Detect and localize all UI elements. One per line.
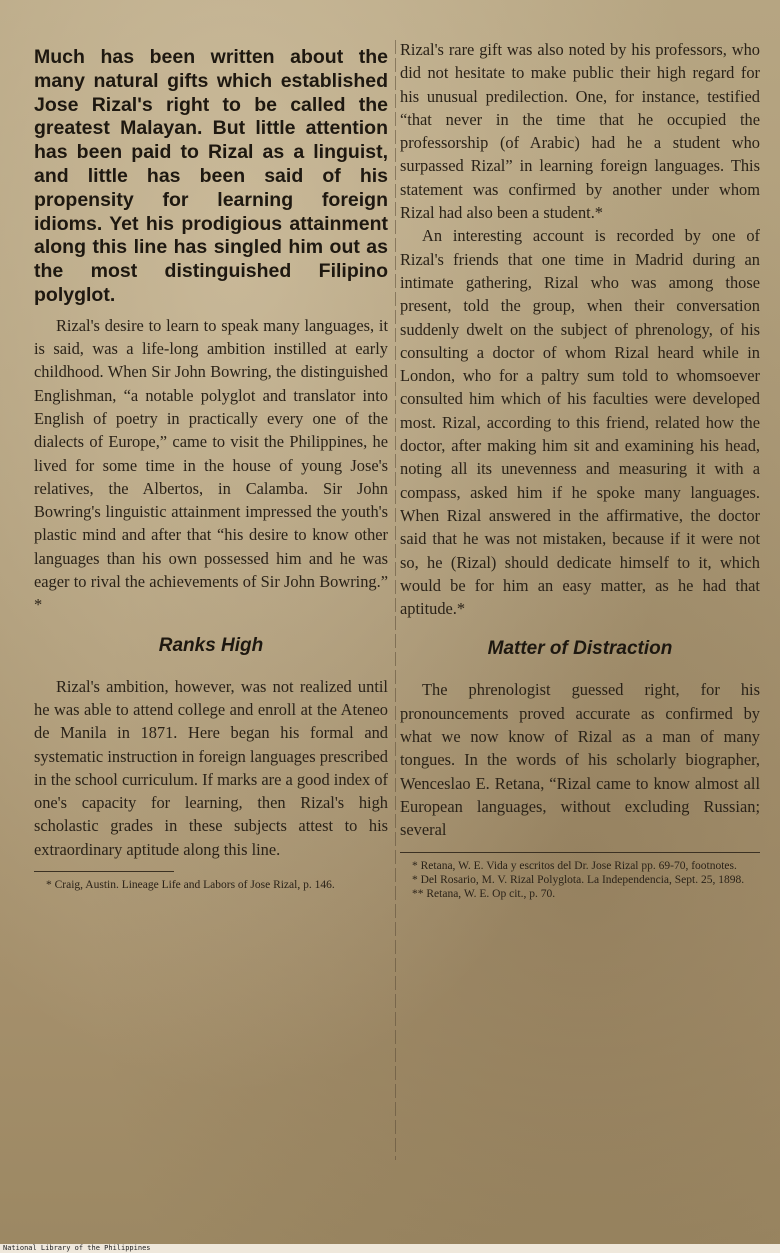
column-divider <box>395 40 396 1160</box>
left-column <box>34 46 388 892</box>
footnote: * Craig, Austin. Lineage Life and Labors of Jose Rizal, p. 146. <box>46 879 335 891</box>
body-paragraph: The phrenologist guessed right, for his pronouncements proved accurate as confirmed by what we now know of Rizal as a man of many tongues. In the words of his scholarly biographer, Wenceslao E. Retana, “Rizal came to know almost all European languages, without excluding Russian; several <box>400 680 760 840</box>
body-paragraph: Rizal's ambition, however, was not realized until he was able to attend college and enroll at the Ateneo de Manila in 1871. Here began his formal and systematic instruction in foreign languages prescribed in the school curriculum. If marks are a good index of one's capacity for learning, then Rizal's high scholastic grades in these subjects attest to his extraordinary aptitude along this line. <box>34 676 388 859</box>
body-paragraph: Rizal's rare gift was also noted by his professors, who did not hesitate to make public their high regard for his unusual predilection. One, for instance, testified “that never in the time that he occupied the professorship (of Arabic) had he a student who surpassed Rizal” in learning foreign languages. This statement was confirmed by another under whom Rizal had also been a student.* <box>400 40 760 223</box>
right-column <box>400 38 760 901</box>
section-heading-ranks-high: Ranks High <box>158 634 264 656</box>
footnote-rule <box>400 852 760 853</box>
footnote-rule <box>34 871 174 872</box>
archive-credit: National Library of the Philippines <box>0 1244 780 1253</box>
body-paragraph: An interesting account is recorded by one of Rizal's friends that one time in Madrid during an intimate gathering, Rizal who was among those present, told the group, when their conversation suddenly dwelt on the subject of phrenology, of his consulting a doctor of whom Rizal heard while in London, who for a paltry sum told to whomsoever consulted him which of his faculties were developed most. Rizal, according to this friend, related how the doctor, after making him sit and examining his head, noting all its unevenness and measuring it with a compass, asked him if he spoke many languages. When Rizal answered in the affirmative, the doctor said that he was not mistaken, because if it were not so, he (Rizal) should dedicate himself to it, which would be for him an easy matter, as he had that aptitude.* <box>400 226 760 619</box>
lead-paragraph: Much has been written about the many natural gifts which established Jose Rizal's right to be called the greatest Malayan. But little attention has been paid to Rizal as a linguist, and little has been said of his propensity for learning foreign idioms. Yet his prodigious attainment along this line has singled him out as the most distinguished Filipino polyglot. <box>34 46 388 306</box>
footnote: * Del Rosario, M. V. Rizal Polyglota. La Independencia, Sept. 25, 1898. <box>412 873 745 886</box>
footnote: * Retana, W. E. Vida y escritos del Dr. Jose Rizal pp. 69-70, footnotes. <box>412 859 737 872</box>
body-paragraph: Rizal's desire to learn to speak many languages, it is said, was a life-long ambition instilled at early childhood. When Sir John Bowring, the distinguished Englishman, “a notable polyglot and translator into English of poetry in practically every one of the dialects of Europe,” came to visit the Philippines, he lived for some time in the house of young Jose's relatives, the Albertos, in Calamba. Sir John Bowring's linguistic attainment impressed the youth's plastic mind and after that “his desire to know other languages than his own possessed him and he was eager to rival the achievements of Sir John Bowring.” * <box>34 315 388 615</box>
footnote: ** Retana, W. E. Op cit., p. 70. <box>412 887 556 900</box>
section-heading-matter-of-distraction: Matter of Distraction <box>487 638 673 660</box>
